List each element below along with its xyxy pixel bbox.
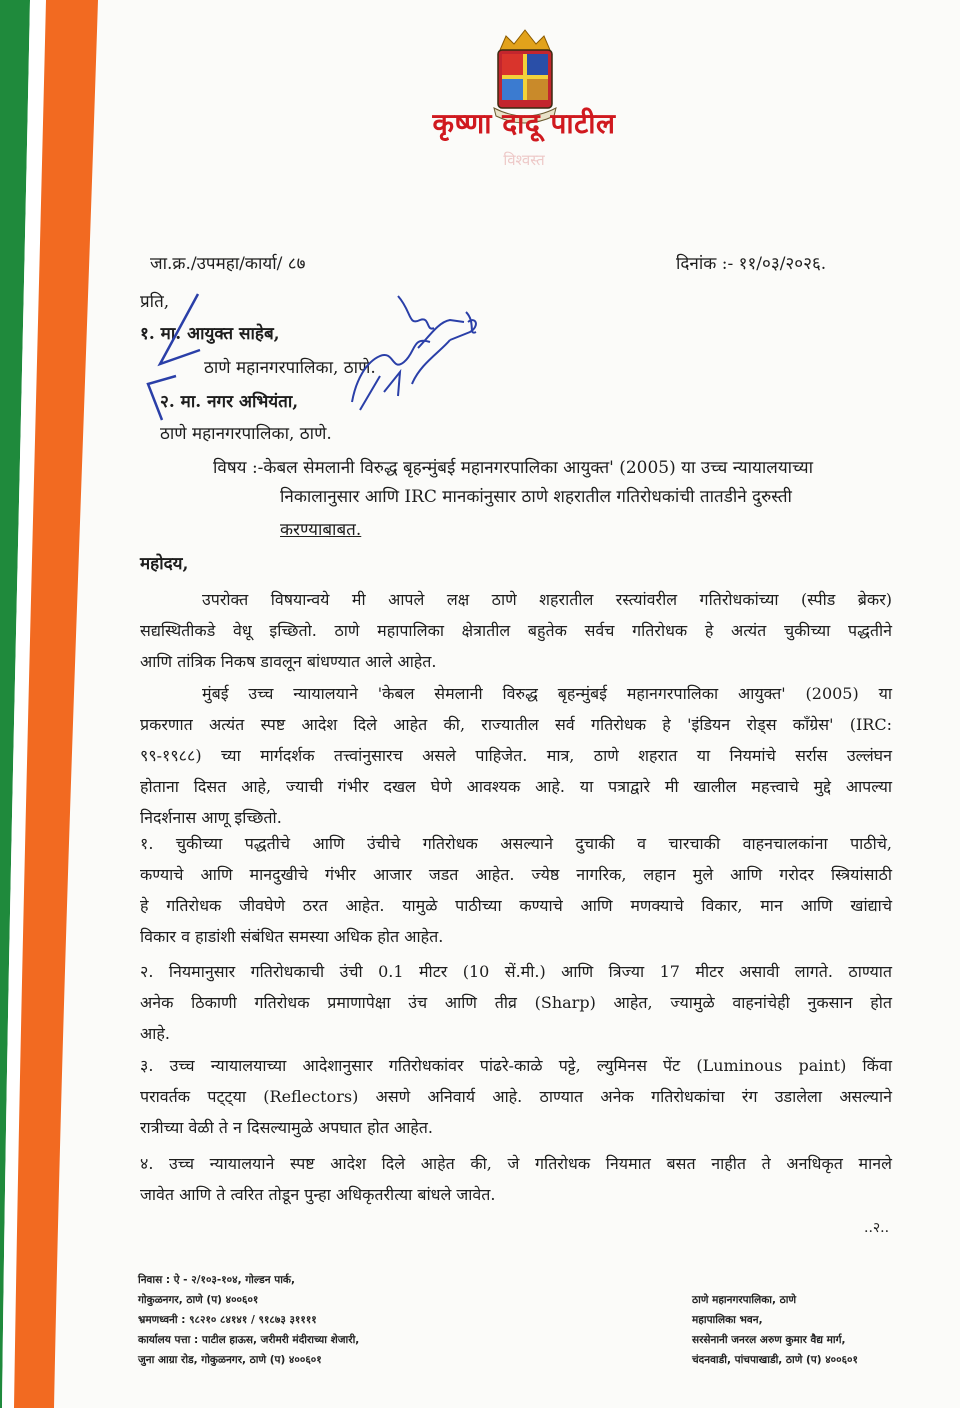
handwritten-receipt-signature xyxy=(300,292,510,412)
paragraph-line: जावेत आणि ते त्वरित तोडून पुन्हा अधिकृतरीत्या बांधले जावेत. xyxy=(140,1185,496,1204)
paragraph-line: प्रकरणात अत्यंत स्पष्ट आदेश दिले आहेत की, राज्यातील सर्व गतिरोधक हे 'इंडियन रोड्स काँग्रेस' (IRC: xyxy=(140,715,892,734)
recipient-2-label: २. मा. नगर अभियंता, xyxy=(160,392,299,412)
paragraph-line: सद्यस्थितीकडे वेधू इच्छितो. ठाणे महापालिका क्षेत्रातील बहुतेक सर्वच गतिरोधक हे अत्यंत चुकीच्या पद्धतीने xyxy=(140,621,892,640)
point-1 xyxy=(140,828,892,952)
footer-line: चंदनवाडी, पांचपाखाडी, ठाणे (प) ४००६०१ xyxy=(692,1354,858,1366)
paragraph-line: १. चुकीच्या पद्धतीचे आणि उंचीचे गतिरोधक असल्याने दुचाकी व चारचाकी वाहनचालकांना पाठीचे, xyxy=(140,834,892,853)
paragraph-line: मुंबई उच्च न्यायालयाने 'केबल सेमलानी विरुद्ध बृहन्मुंबई महानगरपालिका आयुक्त' (2005) या xyxy=(202,684,892,703)
footer-line: गोकुळनगर, ठाणे (प) ४००६०१ xyxy=(138,1294,259,1306)
paragraph-line: होताना दिसत आहे, ज्याची गंभीर दखल घेणे आवश्यक आहे. या पत्राद्वारे मी खालील महत्त्वाचे मुद्दे आपल्या xyxy=(140,777,892,796)
paragraph-line: हे गतिरोधक जीवघेणे ठरत आहेत. यामुळे पाठीच्या कण्याचे आणि मणक्याचे विकार, मान आणि खांद्याचे xyxy=(140,896,892,915)
recipient-prefix: प्रति, xyxy=(140,292,170,312)
paragraph-court-order xyxy=(140,678,892,833)
footer-line: ठाणे महानगरपालिका, ठाणे xyxy=(692,1294,797,1306)
tricolour-stripe xyxy=(0,0,120,1408)
paragraph-intro xyxy=(140,584,892,677)
subject-line-3: करण्याबाबत. xyxy=(280,520,362,540)
paragraph-line: उपरोक्त विषयान्वये मी आपले लक्ष ठाणे शहरातील रस्त्यांवरील गतिरोधकांच्या (स्पीड ब्रेकर) xyxy=(202,590,892,609)
letter-date: दिनांक :- ११/०३/२०२६. xyxy=(676,254,827,274)
salutation: महोदय, xyxy=(140,554,189,574)
point-4 xyxy=(140,1148,892,1210)
paragraph-line: ९९-१९८८) च्या मार्गदर्शक तत्त्वांनुसारच असले पाहिजेत. मात्र, ठाणे शहरात या नियमांचे सर्रास उल्लंघन xyxy=(140,746,892,765)
paragraph-line: ४. उच्च न्यायालयाने स्पष्ट आदेश दिले आहेत की, जे गतिरोधक नियमात बसत नाहीत ते अनधिकृत मानले xyxy=(140,1154,892,1173)
paragraph-line: कण्याचे आणि मानदुखीचे गंभीर आजार जडत आहेत. ज्येष्ठ नागरिक, लहान मुले आणि गरोदर स्त्रियांसाठी xyxy=(140,865,892,884)
point-2 xyxy=(140,956,892,1049)
paragraph-line: ३. उच्च न्यायालयाच्या आदेशानुसार गतिरोधकांवर पांढरे-काळे पट्टे, ल्युमिनस पेंट (Luminous paint) किंवा xyxy=(140,1056,892,1075)
reference-number: जा.क्र./उपमहा/कार्या/ ८७ xyxy=(150,254,306,274)
footer-line: महापालिका भवन, xyxy=(692,1314,763,1326)
recipient-1-label: १. मा. आयुक्त साहेब, xyxy=(140,324,280,344)
paragraph-line: परावर्तक पट्ट्या (Reflectors) असणे अनिवार्य आहे. ठाण्यात अनेक गतिरोधकांचा रंग उडालेला असल्याने xyxy=(140,1087,892,1106)
footer-line: भ्रमणध्वनी : ९८२१० ८४१४१ / ९१८७३ ३११११ xyxy=(138,1314,317,1326)
paragraph-line: २. नियमानुसार गतिरोधकाची उंची 0.1 मीटर (10 सें.मी.) आणि त्रिज्या 17 मीटर असावी लागते. ठाण्यात xyxy=(140,962,892,981)
footer-residence-address xyxy=(138,1270,359,1370)
recipient-1-address: ठाणे महानगरपालिका, ठाणे. xyxy=(204,358,376,378)
paragraph-line: निदर्शनास आणू इच्छितो. xyxy=(140,808,282,827)
footer-line: सरसेनानी जनरल अरुण कुमार वैद्य मार्ग, xyxy=(692,1334,846,1346)
continuation-marker: ..२.. xyxy=(864,1220,890,1236)
paragraph-line: अनेक ठिकाणी गतिरोधक प्रमाणापेक्षा उंच आणि तीव्र (Sharp) आहेत, ज्यामुळे वाहनांचेही नुकसान होत xyxy=(140,993,892,1012)
paragraph-line: विकार व हाडांशी संबंधित समस्या अधिक होत आहेत. xyxy=(140,927,444,946)
footer-line: कार्यालय पत्ता : पाटील हाऊस, जरीमरी मंदीराच्या शेजारी, xyxy=(138,1334,360,1346)
point-3 xyxy=(140,1050,892,1143)
subject-line-2: निकालानुसार आणि IRC मानकांनुसार ठाणे शहरातील गतिरोधकांची तातडीने दुरुस्ती xyxy=(280,487,792,507)
footer-office-address xyxy=(692,1290,858,1370)
footer-line: निवास : ऐ - २/१०३-१०४, गोल्डन पार्क, xyxy=(138,1274,295,1286)
paragraph-line: आहे. xyxy=(140,1024,170,1043)
paragraph-line: आणि तांत्रिक निकष डावलून बांधण्यात आले आहेत. xyxy=(140,652,437,671)
subject-line-1: विषय :-केबल सेमलानी विरुद्ध बृहन्मुंबई महानगरपालिका आयुक्त' (2005) या उच्च न्यायालयाच्या xyxy=(213,458,814,478)
letterhead-name: कृष्णा दादू पाटील xyxy=(432,107,616,140)
recipient-2-address: ठाणे महानगरपालिका, ठाणे. xyxy=(160,424,332,444)
letterhead-title: विश्वस्त xyxy=(503,151,545,169)
paragraph-line: रात्रीच्या वेळी ते न दिसल्यामुळे अपघात होत आहेत. xyxy=(140,1118,433,1137)
footer-line: जुना आग्रा रोड, गोकुळनगर, ठाणे (प) ४००६०१ xyxy=(138,1354,322,1366)
